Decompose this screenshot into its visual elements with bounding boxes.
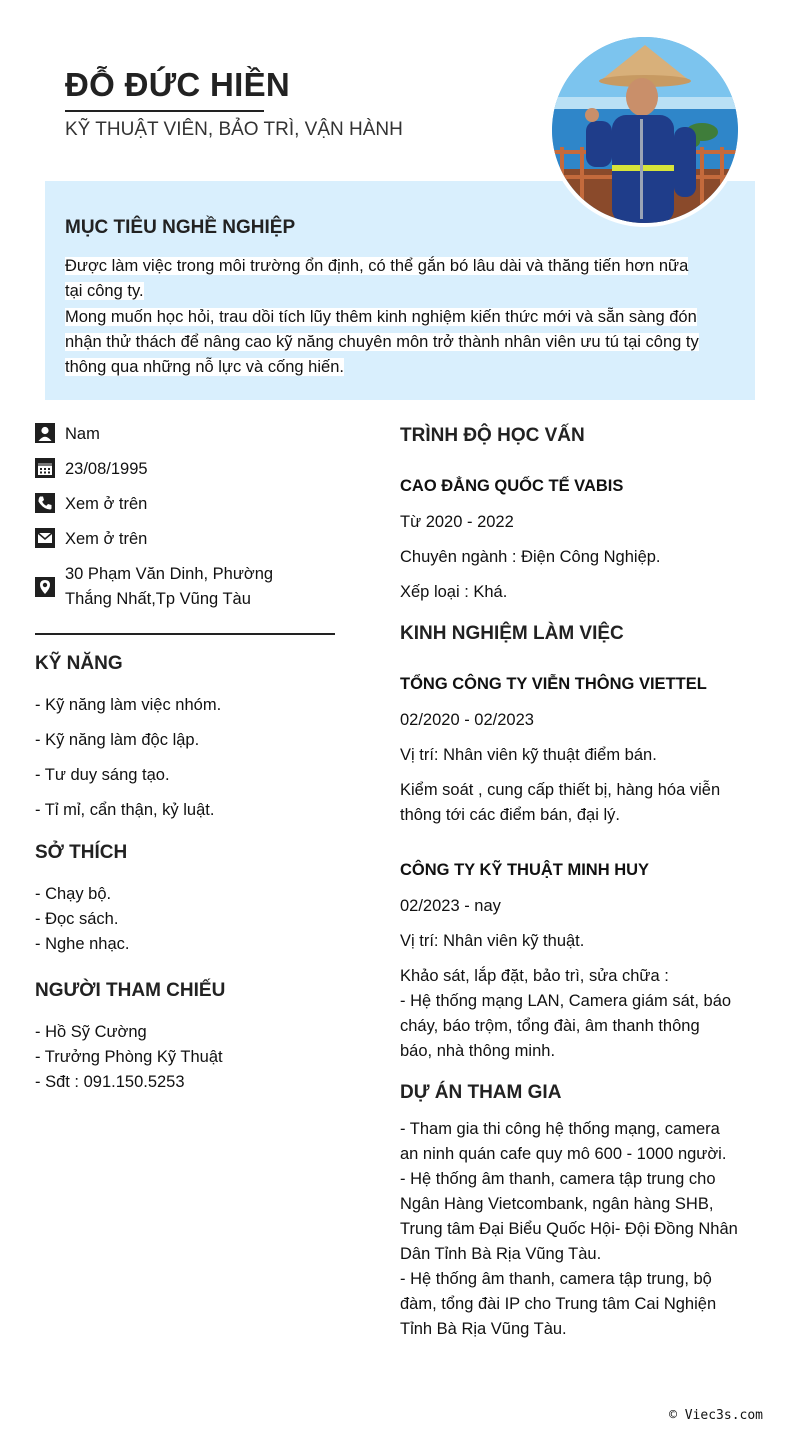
projects-list [400, 1117, 738, 1342]
address-value [65, 562, 273, 612]
job-position: Vị trí: Nhân viên kỹ thuật điểm bán. [400, 746, 657, 764]
project-line: an ninh quán cafe quy mô 600 - 1000 người. [400, 1145, 727, 1163]
experience-title: KINH NGHIỆM LÀM VIỆC [400, 623, 624, 644]
job-description-line: Khảo sát, lắp đặt, bảo trì, sửa chữa : [400, 967, 669, 985]
project-line: Ngân Hàng Vietcombank, ngân hàng SHB, [400, 1195, 714, 1213]
job-description [400, 964, 731, 1064]
envelope-icon [35, 528, 55, 548]
school-name: CAO ĐẲNG QUỐC TẾ VABIS [400, 477, 624, 495]
job-description-line: Kiểm soát , cung cấp thiết bị, hàng hóa viễn [400, 781, 721, 799]
hobby-item: - Chạy bộ. [35, 885, 112, 903]
job-description-line: cháy, báo trộm, tổng đài, âm thanh thông [400, 1017, 700, 1035]
map-pin-icon [35, 577, 55, 597]
job-description-line: thông tới các điểm bán, đại lý. [400, 806, 620, 824]
phone-icon [35, 493, 55, 513]
birthday-value: 23/08/1995 [65, 460, 148, 478]
gender-value: Nam [65, 425, 100, 443]
skill-item: - Tỉ mỉ, cẩn thận, kỷ luật. [35, 801, 215, 819]
left-column-divider [35, 633, 335, 635]
objective-line: tại công ty. [65, 282, 144, 301]
objective-line: Được làm việc trong môi trường ổn định, có thể gắn bó lâu dài và thăng tiến hơn nữa [65, 257, 689, 275]
project-line: Tỉnh Bà Rịa Vũng Tàu. [400, 1320, 567, 1338]
project-line: đàm, tổng đài IP cho Trung tâm Cai Nghiện [400, 1295, 717, 1313]
objective-line: nhận thử thách để nâng cao kỹ năng chuyên môn trở thành nhân viên ưu tú tại công ty [65, 332, 699, 351]
references-title: NGƯỜI THAM CHIẾU [35, 980, 226, 1001]
reference-item: - Hồ Sỹ Cường [35, 1023, 147, 1041]
education-major: Chuyên ngành : Điện Công Nghiệp. [400, 548, 661, 566]
job-company: TỔNG CÔNG TY VIỄN THÔNG VIETTEL [400, 675, 707, 693]
education-title: TRÌNH ĐỘ HỌC VẤN [400, 425, 585, 446]
project-line: Trung tâm Đại Biểu Quốc Hội- Đội Đồng Nhân [400, 1220, 738, 1238]
job-description-line: báo, nhà thông minh. [400, 1042, 556, 1060]
candidate-role: KỸ THUẬT VIÊN, BẢO TRÌ, VẬN HÀNH [65, 119, 403, 140]
project-line: Dân Tỉnh Bà Rịa Vũng Tàu. [400, 1245, 602, 1263]
info-phone [35, 492, 147, 517]
hobbies-title: SỞ THÍCH [35, 842, 128, 863]
skill-item: - Kỹ năng làm việc nhóm. [35, 696, 222, 714]
job-description-line: - Hệ thống mạng LAN, Camera giám sát, báo [400, 992, 732, 1010]
job-description [400, 778, 720, 828]
skills-title: KỸ NĂNG [35, 653, 123, 674]
project-line: - Hệ thống âm thanh, camera tập trung, bộ [400, 1270, 712, 1288]
objective-line: thông qua những nỗ lực và cống hiến. [65, 358, 344, 377]
address-line: 30 Phạm Văn Dinh, Phường [65, 565, 274, 583]
objective-line: Mong muốn học hỏi, trau dồi tích lũy thêm kinh nghiệm kiến thức mới và sẵn sàng đón [65, 307, 697, 326]
objective-title: MỤC TIÊU NGHỀ NGHIỆP [65, 217, 296, 238]
projects-title: DỰ ÁN THAM GIA [400, 1082, 562, 1103]
person-icon [35, 423, 55, 443]
skill-item: - Kỹ năng làm độc lập. [35, 731, 200, 749]
info-address [35, 562, 273, 612]
info-gender [35, 422, 100, 447]
job-period: 02/2023 - nay [400, 897, 501, 915]
hobby-item: - Nghe nhạc. [35, 935, 130, 953]
objective-text [65, 254, 737, 380]
profile-photo [548, 33, 742, 227]
job-company: CÔNG TY KỸ THUẬT MINH HUY [400, 861, 650, 879]
calendar-icon [35, 458, 55, 478]
reference-item: - Trưởng Phòng Kỹ Thuật [35, 1048, 223, 1066]
project-line: - Hệ thống âm thanh, camera tập trung cho [400, 1170, 716, 1188]
reference-item: - Sđt : 091.150.5253 [35, 1073, 185, 1091]
job-position: Vị trí: Nhân viên kỹ thuật. [400, 932, 585, 950]
hobby-item: - Đọc sách. [35, 910, 119, 928]
footer-credit: © Viec3s.com [669, 1408, 763, 1423]
references-list [35, 1020, 223, 1095]
education-grade: Xếp loại : Khá. [400, 583, 508, 601]
phone-value: Xem ở trên [65, 495, 148, 513]
address-line: Thắng Nhất,Tp Vũng Tàu [65, 590, 251, 608]
candidate-name: ĐỖ ĐỨC HIỀN [65, 66, 291, 103]
project-line: - Tham gia thi công hệ thống mạng, camera [400, 1120, 720, 1138]
info-birthday [35, 457, 148, 482]
hobbies-list [35, 882, 129, 957]
skill-item: - Tư duy sáng tạo. [35, 766, 170, 784]
email-value: Xem ở trên [65, 530, 148, 548]
name-underline [65, 110, 264, 112]
job-period: 02/2020 - 02/2023 [400, 711, 534, 729]
info-email [35, 527, 147, 552]
education-period: Từ 2020 - 2022 [400, 513, 514, 531]
